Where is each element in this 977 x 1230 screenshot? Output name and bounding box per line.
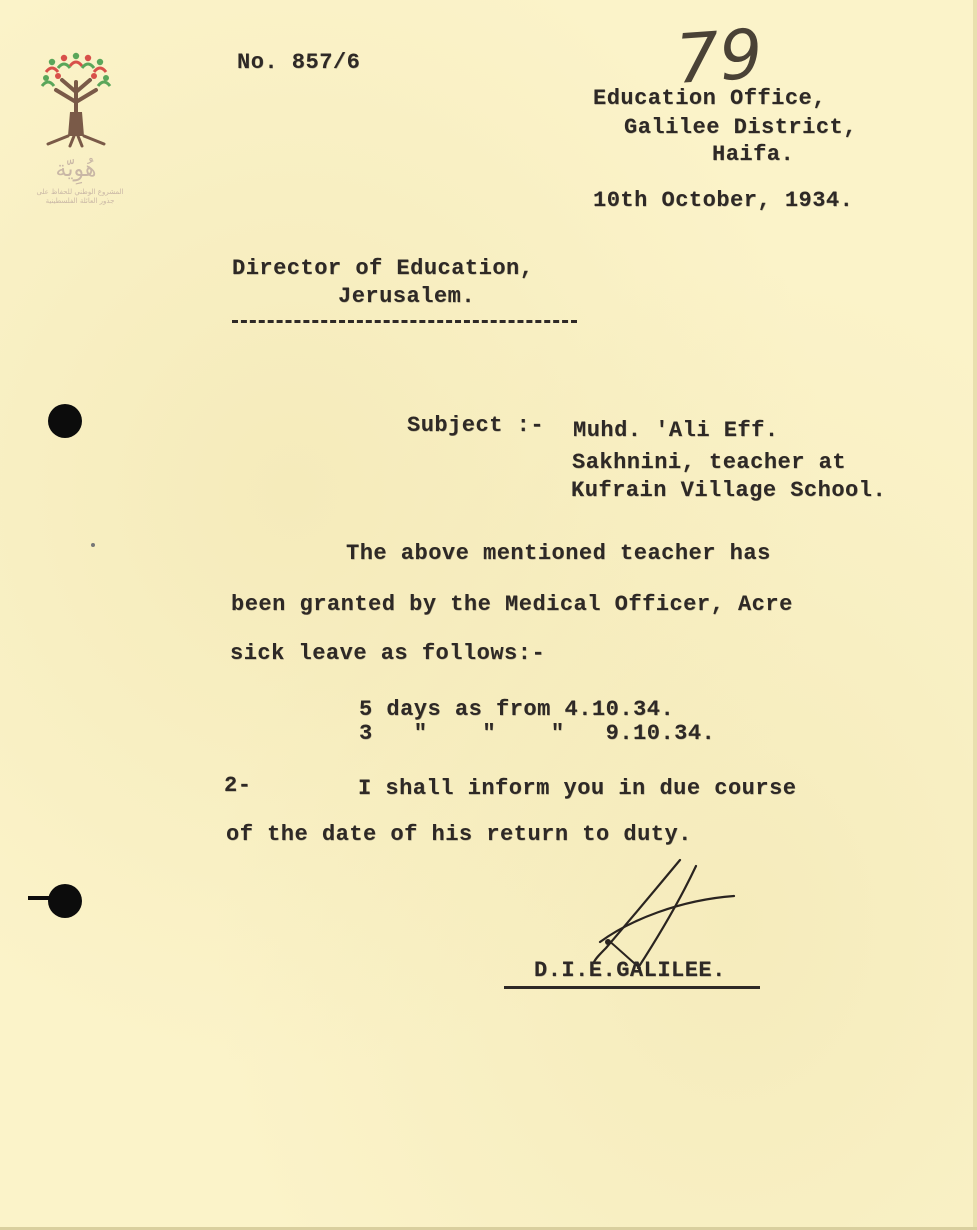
reference-number: No. 857/6: [237, 50, 361, 75]
subject-line-2: Sakhnini, teacher at: [572, 450, 847, 475]
body-line-3: sick leave as follows:-: [230, 641, 546, 666]
letter-date: 10th October, 1934.: [593, 188, 854, 213]
punch-hole-lower: [48, 884, 82, 918]
sender-city: Haifa.: [712, 142, 795, 167]
punch-hole-upper: [48, 404, 82, 438]
addressee-rule: [232, 320, 577, 323]
addressee-city: Jerusalem.: [338, 284, 476, 309]
paragraph2-line-1: I shall inform you in due course: [358, 776, 797, 801]
signoff-rule: [504, 986, 760, 989]
paragraph2-line-2: of the date of his return to duty.: [226, 822, 692, 847]
page-edge-right: [973, 0, 977, 1230]
subject-line-1: Muhd. 'Ali Eff.: [573, 418, 779, 443]
sender-district: Galilee District,: [624, 115, 857, 140]
body-line-2: been granted by the Medical Officer, Acre: [231, 592, 793, 617]
addressee-title: Director of Education,: [232, 256, 534, 281]
signoff: D.I.E.GALILEE.: [534, 958, 726, 983]
body-line-1: The above mentioned teacher has: [346, 541, 771, 566]
binder-tag-mark: [28, 896, 58, 900]
leave-entry: 5 days as from 4.10.34.: [359, 697, 675, 722]
paragraph-number: 2-: [224, 773, 252, 798]
logo-caption: المشروع الوطني للحفاظ على جذور العائلة الفلسطينية: [36, 188, 124, 205]
logo-wordmark: هُوِيّة: [55, 157, 97, 182]
leave-entry: 3 " " " 9.10.34.: [359, 721, 716, 746]
sender-office: Education Office,: [593, 86, 826, 111]
family-tree-icon: [34, 52, 124, 192]
subject-line-3: Kufrain Village School.: [571, 478, 887, 503]
paper-speck: [91, 543, 95, 547]
folio-number: 79: [673, 15, 766, 100]
subject-label: Subject :-: [407, 413, 545, 438]
